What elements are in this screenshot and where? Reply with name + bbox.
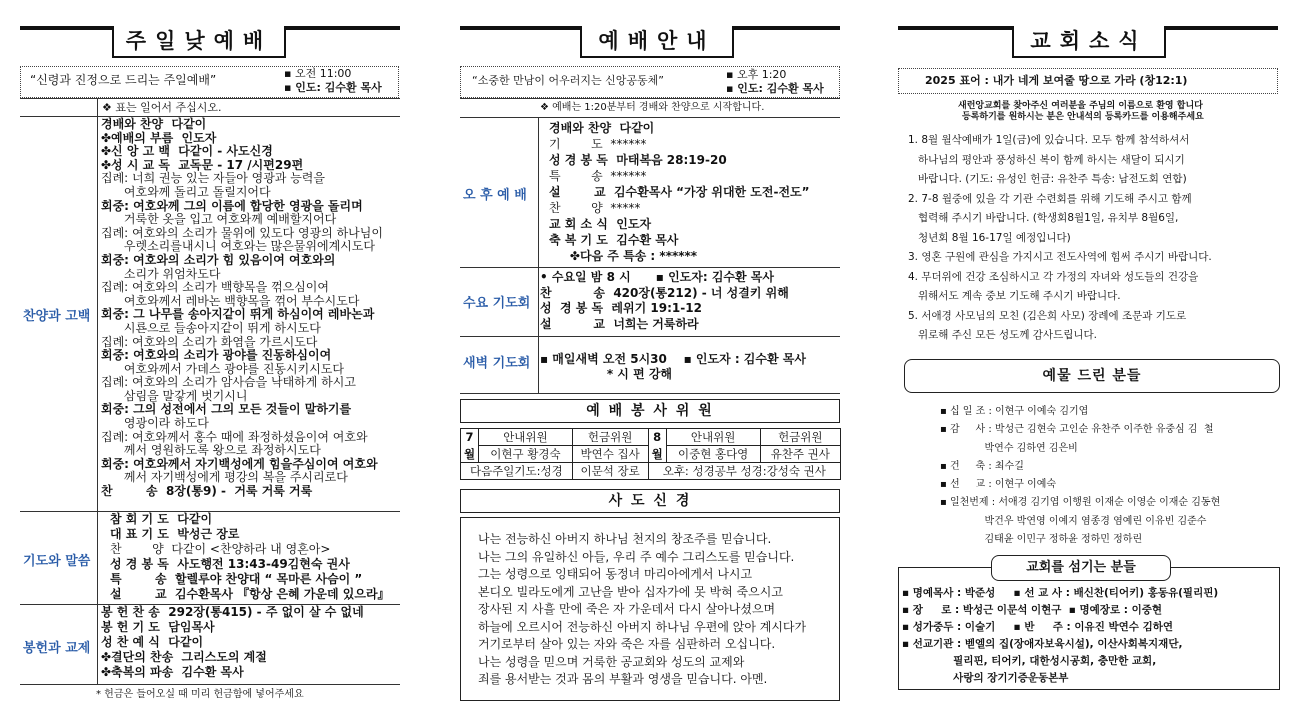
servants-title-box: [991, 555, 1171, 581]
pm-order-list: [549, 120, 839, 264]
order-line: 집례: 여호와께서 홍수 때에 좌정하셨음이여 여호와: [101, 429, 368, 444]
order-line: 찬 송 420장(통212) - 너 성결키 위해: [540, 285, 789, 300]
section-praise-label: 찬양과 고백: [23, 309, 91, 324]
offerer-line: ▪ 일천번제 : 서애경 김기엽 이행원 이재순 이영순 이재순 김동현: [940, 497, 1221, 509]
welcome-line-2: 등록하기를 원하시는 분은 안내석의 등록카드를 이용해주세요: [962, 112, 1204, 122]
left-preacher: ▪ 인도: 김수환 목사: [284, 81, 382, 94]
offerers-list: [940, 403, 1280, 549]
committee-header-usher-1: 안내위원: [479, 429, 573, 446]
right-motto: 2025 표어 : 내가 네게 보여줄 땅으로 가라 (창12:1): [925, 74, 1188, 87]
news-item: 하나님의 평안과 풍성하신 복이 함께 하시는 새달이 되시기: [908, 153, 1185, 166]
left-motto: “신령과 진정으로 드리는 주일예배”: [30, 73, 217, 87]
wed-prayer-label: 수요 기도회: [463, 296, 531, 311]
creed-line: 하늘에 오르시어 전능하신 아버지 하나님 우편에 앉아 계시다가: [478, 619, 807, 634]
committee-foot-1: 다음주일기도:성경: [461, 463, 573, 480]
offerers-title: 예물 드린 분들: [1042, 368, 1142, 384]
section-prayer-label: 기도와 말씀: [23, 554, 91, 569]
order-line: • 수요일 밤 8 시 ▪ 인도자: 김수환 목사: [540, 270, 774, 284]
order-line: 회중: 여호와의 소리가 광야를 진동하심이여: [101, 348, 332, 363]
creed-line: 나는 성령을 믿으며 거룩한 공교회와 성도의 교제와: [478, 654, 745, 669]
order-line: 성 경 봉 독 마태복음 28:19-20: [549, 153, 727, 167]
offerer-line: ▪ 십 일 조 : 이현구 이예숙 김기엽: [940, 406, 1089, 417]
left-frame-top: [20, 98, 400, 99]
right-title: 교회소식: [1012, 26, 1166, 58]
news-item: 청년회 8월 16-17일 예정입니다): [908, 231, 1071, 244]
order-line: 찬 송 8장(통9) - 거룩 거룩 거룩: [101, 484, 313, 499]
committee-table: [460, 428, 841, 480]
order-line: 회중: 그 나무를 송아지같이 뛰게 하심이여 레바논과: [101, 307, 375, 322]
offerer-line: 박건우 박연영 이예지 염종경 염예린 이유빈 김준수: [940, 515, 1207, 527]
order-line: 께서 자기백성에게 평강의 복을 주시리로다: [101, 470, 348, 485]
middle-title: 예배안내: [580, 26, 734, 58]
left-note-top: ❖ 표는 일어서 주십시오.: [102, 101, 222, 114]
order-line: 찬 양 *****: [549, 201, 641, 215]
order-line: ✤축복의 파송 김수환 목사: [101, 665, 244, 679]
offerer-line: ▪ 건 축 : 최수길: [940, 460, 1024, 472]
news-item: 5. 서애경 사모님의 모친 (김은희 사모) 장례에 조문과 기도로: [908, 309, 1187, 322]
pm-service-label: 오 후 예 배: [463, 188, 527, 203]
wed-order-list: [540, 270, 838, 332]
order-line: 성 찬 예 식 다같이: [101, 635, 204, 649]
prayer-order-list: [110, 512, 398, 602]
order-line: ✤성 시 교 독 교독문 - 17 /시편29편: [101, 157, 304, 172]
news-item: 바랍니다. (기도: 유성인 헌금: 유찬주 특송: 남전도회 연합): [908, 173, 1187, 185]
order-line: 회중: 그의 성전에서 그의 모든 것들이 말하기를: [101, 402, 352, 417]
order-line: 집례: 너희 권능 있는 자들아 영광과 능력을: [101, 171, 325, 186]
left-time: ▪ 오전 11:00: [284, 67, 352, 80]
order-line: 참 회 기 도 다같이: [110, 512, 213, 526]
middle-frame-vertical: [538, 117, 539, 393]
committee-header-offering-1: 헌금위원: [572, 429, 648, 446]
left-divider-1: [20, 116, 400, 117]
month-8: 8: [648, 429, 666, 446]
order-line: 봉 헌 찬 송 292장(통415) - 주 없이 살 수 없네: [101, 605, 364, 619]
order-line: 여호와께서 레바논 백향목을 꺾어 부수시도다: [101, 293, 360, 308]
order-line: 소리가 위엄차도다: [101, 266, 221, 281]
order-line: 특 송 할렐루야 찬양대 “ 목마른 사슴이 ”: [110, 572, 363, 586]
creed-line: 나는 그의 유일하신 아들, 우리 주 예수 그리스도를 믿습니다.: [478, 549, 795, 564]
order-line: 회중: 여호와의 소리가 힘 있음이여 여호와의: [101, 252, 336, 267]
order-line: 경배와 찬양 다같이: [549, 121, 655, 135]
creed-line: 장사된 지 사흘 만에 죽은 자 가운데서 다시 살아나셨으며: [478, 602, 776, 616]
creed-line: 죄를 용서받는 것과 몸의 부활과 영생을 믿습니다. 아멘.: [478, 672, 768, 686]
middle-divider-1: [460, 117, 840, 118]
order-line: 집례: 여호와의 소리가 백향목을 꺾으심이여: [101, 280, 329, 295]
left-note-bottom: * 헌금은 들어오실 때 미리 헌금함에 넣어주세요: [96, 689, 304, 700]
order-line: 대 표 기 도 박성근 장로: [110, 527, 240, 541]
offerer-line: 김태윤 이민구 정하윤 정하민 정하린: [940, 534, 1143, 546]
committee-header-offering-2: 헌금위원: [760, 429, 840, 446]
order-line: * 시 편 강해: [540, 367, 673, 381]
servant-line: ▪ 장 로 : 박성근 이문석 이현구 ▪ 명예장로 : 이중현: [902, 604, 1163, 616]
order-line: 성 경 봉 독 레위기 19:1-12: [540, 301, 702, 315]
order-line: 설 교 너희는 거룩하라: [540, 316, 699, 331]
order-line: 회중: 여호와께서 자기백성에게 힘을주심이여 여호와: [101, 456, 378, 471]
offerer-line: ▪ 선 교 : 이현구 이예숙: [940, 479, 1057, 491]
committee-usher-2: 이중현 홍다영: [666, 446, 760, 463]
committee-offering-2: 유찬주 권사: [760, 446, 840, 463]
order-line: 경배와 찬양 다같이: [101, 117, 207, 131]
month-7-suffix: 월: [461, 446, 479, 463]
middle-motto: “소중한 만남이 어우러지는 신앙공동체”: [472, 74, 664, 87]
servant-line: 필리핀, 티어키, 대한성시공회, 충만한 교회,: [902, 655, 1157, 667]
news-item: 4. 무더위에 건강 조심하시고 각 가정의 자녀와 성도들의 건강을: [908, 270, 1199, 283]
order-line: 축 복 기 도 김수환 목사: [549, 233, 679, 247]
section-offering-label: 봉헌과 교제: [23, 641, 91, 656]
news-item: 협력해 주시기 바랍니다. (학생회8월1일, 유치부 8월6일,: [908, 212, 1179, 224]
order-line: ✤예배의 부름 인도자: [101, 130, 217, 145]
offerers-title-box: [904, 359, 1280, 393]
order-line: 설 교 김수환목사 “가장 위대한 도전-전도”: [549, 185, 810, 199]
order-line: ✤다음 주 특송 : ******: [549, 249, 698, 263]
committee-title: 예 배 봉 사 위 원: [586, 403, 714, 419]
left-divider-4: [20, 684, 400, 685]
praise-order-list: [101, 118, 399, 499]
middle-frame-top: [460, 98, 840, 99]
order-line: 성 경 봉 독 사도행전 13:43-49김현숙 권사: [110, 557, 350, 571]
order-line: 시룐으로 들송아지같이 뛰게 하시도다: [101, 320, 321, 335]
creed-line: 나는 전능하신 아버지 하나님 천지의 창조주를 믿습니다.: [478, 532, 772, 546]
creed-line: 거기로부터 살아 있는 자와 죽은 자를 심판하러 오십니다.: [478, 637, 776, 651]
committee-usher-1: 이현구 황경숙: [479, 446, 573, 463]
creed-line: 본디오 빌라도에게 고난을 받아 십자가에 못 박혀 죽으시고: [478, 584, 783, 599]
month-8-suffix: 월: [648, 446, 666, 463]
order-line: 삼림을 말갛게 벗기시니: [101, 388, 248, 403]
middle-time: ▪ 오후 1:20: [726, 68, 787, 81]
order-line: 여호와께 돌리고 돌릴지어다: [101, 184, 271, 199]
order-line: 회중: 여호와께 그의 이름에 합당한 영광을 돌리며: [101, 198, 363, 213]
order-line: 교 회 소 식 인도자: [549, 217, 652, 231]
order-line: ✤결단의 찬송 그리스도의 계절: [101, 650, 267, 664]
order-line: ▪ 매일새벽 오전 5시30 ▪ 인도자 : 김수환 목사: [540, 352, 806, 366]
middle-divider-2: [460, 267, 840, 268]
order-line: 우렛소리를내시니 여호와는 많은물위에계시도다: [101, 239, 375, 254]
news-list: [908, 131, 1278, 346]
dawn-order-list: [540, 352, 838, 382]
middle-divider-4: [460, 393, 840, 394]
middle-divider-3: [460, 336, 840, 337]
news-item: 1. 8월 월삭예배가 1일(금)에 있습니다. 모두 함께 참석하셔서: [908, 134, 1190, 146]
news-item: 3. 영혼 구원에 관심을 가지시고 전도사역에 힘써 주시기 바랍니다.: [908, 251, 1212, 263]
order-line: 집례: 여호와의 소리가 물위에 있도다 영광의 하나님이: [101, 225, 383, 240]
news-item: 2. 7-8 월중에 있을 각 기관 수련회를 위해 기도해 주시고 함께: [908, 192, 1192, 205]
committee-foot-3: 오후: 성경공부 성경:강성숙 권사: [648, 463, 840, 480]
order-line: 여호와께서 가데스 광야를 진동시키시도다: [101, 361, 344, 376]
order-line: 집례: 여호와의 소리가 화염을 가르시도다: [101, 334, 318, 349]
servant-line: ▪ 명예목사 : 박준성 ▪ 선 교 사 : 배신찬(티어키) 홍동유(필리핀): [902, 587, 1219, 599]
order-line: 봉 헌 기 도 담임목사: [101, 620, 215, 634]
offerer-line: 박연수 김하연 김은비: [940, 442, 1078, 454]
order-line: 설 교 김수환목사 『항상 은혜 가운데 있으라』: [110, 587, 390, 601]
order-line: ✤신 앙 고 백 다같이 - 사도신경: [101, 144, 273, 159]
left-frame-vertical: [97, 98, 98, 684]
middle-note: ❖ 예배는 1:20분부터 경배와 찬양으로 시작합니다.: [540, 102, 765, 113]
offerer-line: ▪ 감 사 : 박성근 김현숙 고인순 유찬주 이주한 유중심 김 철: [940, 424, 1214, 436]
servant-line: 사랑의 장기기증운동본부: [902, 672, 1069, 684]
creed-text: [478, 531, 834, 689]
offering-order-list: [101, 605, 399, 680]
order-line: 집례: 여호와의 소리가 암사슴을 낙태하게 하시고: [101, 375, 356, 390]
servant-line: ▪ 선교기관 : 벧엘의 집(장애자보육시설), 이산사회복지재단,: [902, 638, 1183, 650]
committee-foot-2: 이문석 장로: [572, 463, 648, 480]
order-line: 기 도 ******: [549, 137, 647, 151]
committee-header-usher-2: 안내위원: [666, 429, 760, 446]
order-line: 거룩한 옷을 입고 여호와께 예배할지어다: [101, 212, 337, 227]
committee-title-box: [460, 399, 840, 423]
news-item: 위해서도 계속 중보 기도해 주시기 바랍니다.: [908, 290, 1121, 302]
left-title: 주일낮예배: [112, 26, 286, 58]
creed-title-box: [460, 489, 840, 513]
month-7: 7: [461, 429, 479, 446]
welcome-line-1: 새런앙교회를 찾아주신 여러분을 주님의 이름으로 환영 합니다: [958, 101, 1203, 111]
committee-offering-1: 박연수 집사: [572, 446, 648, 463]
creed-line: 그는 성령으로 잉태되어 동정녀 마리아에게서 나시고: [478, 567, 753, 581]
middle-preacher: ▪ 인도: 김수환 목사: [726, 82, 824, 95]
creed-title: 사 도 신 경: [608, 493, 692, 509]
servants-list: [902, 585, 1276, 687]
news-item: 위로해 주신 모든 성도께 감사드립니다.: [908, 329, 1097, 341]
servant-line: ▪ 성가중두 : 이술기 ▪ 반 주 : 이유진 박연수 김하연: [902, 621, 1174, 633]
servants-title: 교회를 섬기는 분들: [1026, 560, 1136, 575]
order-line: 영광이라 하도다: [101, 416, 209, 431]
order-line: 께서 영원하도록 왕으로 좌정하시도다: [101, 443, 321, 458]
order-line: 찬 양 다같이 <찬양하라 내 영혼아>: [110, 542, 331, 556]
order-line: 특 송 ******: [549, 169, 647, 183]
dawn-prayer-label: 새벽 기도회: [463, 356, 531, 371]
